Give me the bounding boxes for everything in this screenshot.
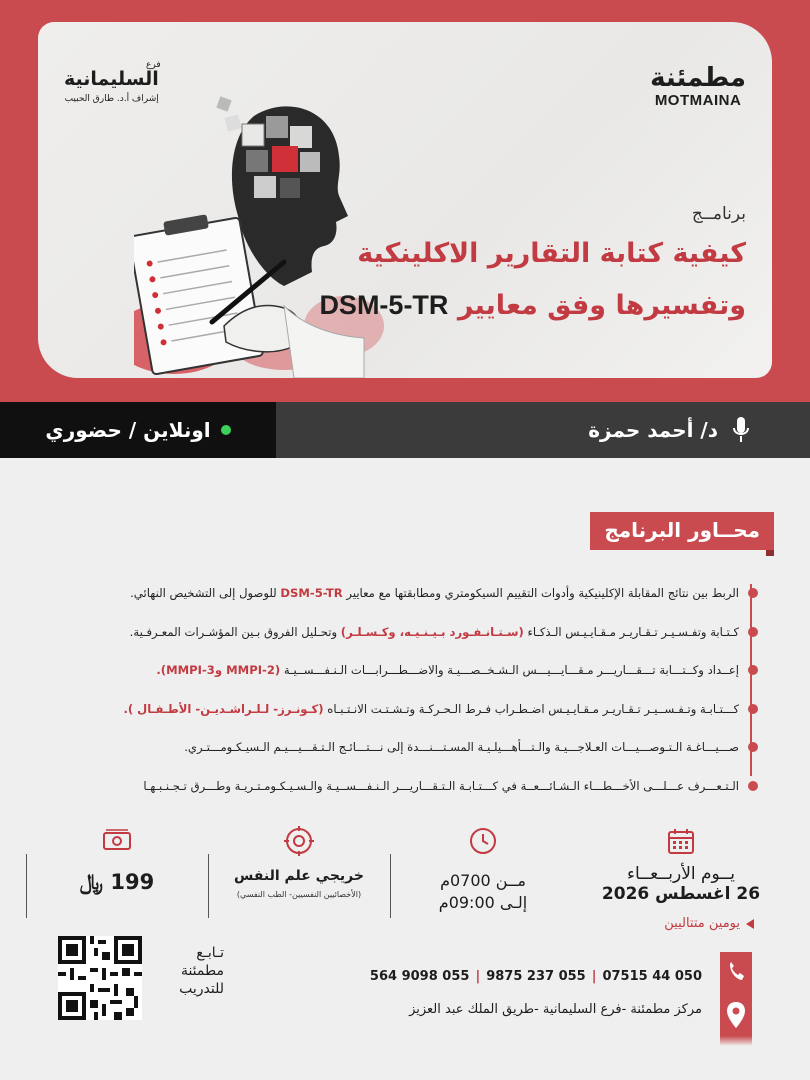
program-point-text [143,779,739,793]
address: مركز مطمئنة -فرع السليمانية -طريق الملك عبد العزيز [409,1002,702,1017]
bullet-icon [748,781,758,791]
program-label: برنامــج [691,204,746,224]
price-value: 199 ﷼ [79,870,155,894]
phone-numbers [370,969,702,984]
program-point-highlight: DSM-5-TR [280,586,343,601]
clock-icon [466,824,500,858]
program-title-line2-en: DSM-5-TR [319,290,449,320]
speaker [276,402,810,458]
branch-prefix: فرع [146,60,161,70]
location-pin-icon [720,996,752,1036]
target-audience-icon [282,824,316,858]
day-label: يــوم الأربــعــاء [626,864,736,884]
time-to: إلـى 09:00م [438,893,528,912]
program-point-highlight: (كـونـرز- لـلـراشـديـن- الأطـفـال ). [123,701,324,716]
price-column [26,824,208,928]
program-point-text [156,663,739,677]
phone-icon [720,952,752,992]
program-point [58,690,758,729]
qr-code[interactable] [58,936,142,1020]
bullet-icon [748,588,758,598]
program-point-pre: الربط بين نتائج المقابلة الإكلينيكية وأدوات التقييم السيكومتري ومطابقتها مع معايير [346,586,739,601]
audience-column [208,824,390,928]
program-point-pre: كـــتـابـة وتـفـســيـر تـقـاريـر مـقـايـيـس اضـطـراب فـرط الـحـركـة وتـشـتـت الانـتـبـاه [327,701,739,716]
program-point [58,728,758,767]
program-point-text [130,586,739,600]
two-days-label: يومين متتاليين [664,916,740,931]
brand-english: MOTMAINA [654,92,742,109]
attendance-mode [0,402,276,458]
phone-number-2[interactable]: 055 237 9875 [486,969,586,984]
program-point-post: للوصول إلى التشخيص النهائي. [130,586,277,601]
program-point-highlight: (MMPI-2 وMMPI-3). [156,663,281,678]
brand-logo [650,64,746,109]
head-puzzle-clipboard-illustration [134,76,384,378]
program-title-line2-ar: وتفسيرها وفق معايير [457,290,746,321]
phone-separator: | [591,969,597,984]
attendance-mode-label: اونلاين / حضوري [45,418,211,442]
bullet-icon [748,742,758,752]
date-column [576,824,786,928]
branch-supervisor: إشراف أ.د. طارق الحبيب [64,94,159,104]
two-days-note [664,916,754,931]
online-dot-icon [221,425,231,435]
audience-main: خريجي علم النفس [234,868,364,884]
bullet-icon [748,704,758,714]
details-row [26,824,786,928]
program-point-post: وتحـليل الفروق بـين المؤشـرات المعـرفـية. [129,624,338,639]
program-point [58,767,758,806]
money-icon [100,824,134,858]
microphone-icon [732,416,750,444]
bullet-icon [748,627,758,637]
calendar-icon [664,824,698,858]
triangle-icon [746,919,754,929]
hero-banner [38,22,772,378]
program-title-line1: كيفية كتابة التقارير الاكلينكية [357,238,746,269]
program-point-text [130,625,739,639]
speaker-name: د/ أحمد حمزة [588,418,718,442]
phone-separator: | [475,969,481,984]
program-point-pre: الـتـعـــرف عـــلـــى الأخـــطـــاء الـشـائـــعــة في كـــتـابـة الـتـقـــاريـــر الـنـفـــســيـة والـسـيـكـومـتـريـة وطـــرق تـجـنـبـهـا [143,778,739,793]
time-from: مــن 0700م [440,871,526,890]
brand-arabic: مطمئنة [650,63,746,93]
time-column [390,824,576,928]
phone-number-3[interactable]: 055 9098 564 [369,969,470,984]
date-label: 26 اغسطس 2026 [601,884,761,904]
program-point [58,574,758,613]
program-point-text [184,740,739,754]
content-card [0,458,810,1080]
program-points [58,574,758,805]
program-title-line2 [319,290,746,321]
program-point [58,651,758,690]
program-point-pre: إعــداد وكــتـــابة تـــقـــاريـــر مـقـــايـــيـــس الـشـخــصـــيـة والاضـــطـــرابـــات الـنـفـــســيـة [283,663,739,678]
program-point-highlight: (سـتـانـفـورد بـيـنـيـه، وكـسـلـر) [340,624,524,639]
program-point-text [123,702,739,716]
contact-strip [720,952,752,1036]
bullet-icon [748,665,758,675]
section-title: محــاور البرنامج [590,512,774,550]
audience-sub: (الأخصائيين النفسيين- الطب النفسي) [236,890,362,899]
follow-label: تـابـع مطمئنة للتدريب [179,945,224,997]
phone-number-1[interactable]: 050 44 07515 [602,969,702,984]
program-point-pre: كـتـابة وتفـسـيـر تـقـاريـر مـقـايـيـس الـذكـاء [527,624,739,639]
program-point [58,613,758,652]
info-bar [0,402,810,458]
program-point-pre: صـــيـــاغـة الـتـوصـــيـــات العـلاجـــيـة والـتـــأهـــيلـيـة المسـتـــنـــدة إلى نـــتـــائـج الـتـقـــيـــيـم الـسيـكـومـــتـري. [184,740,739,755]
branch-name: السليمانية [64,68,159,90]
